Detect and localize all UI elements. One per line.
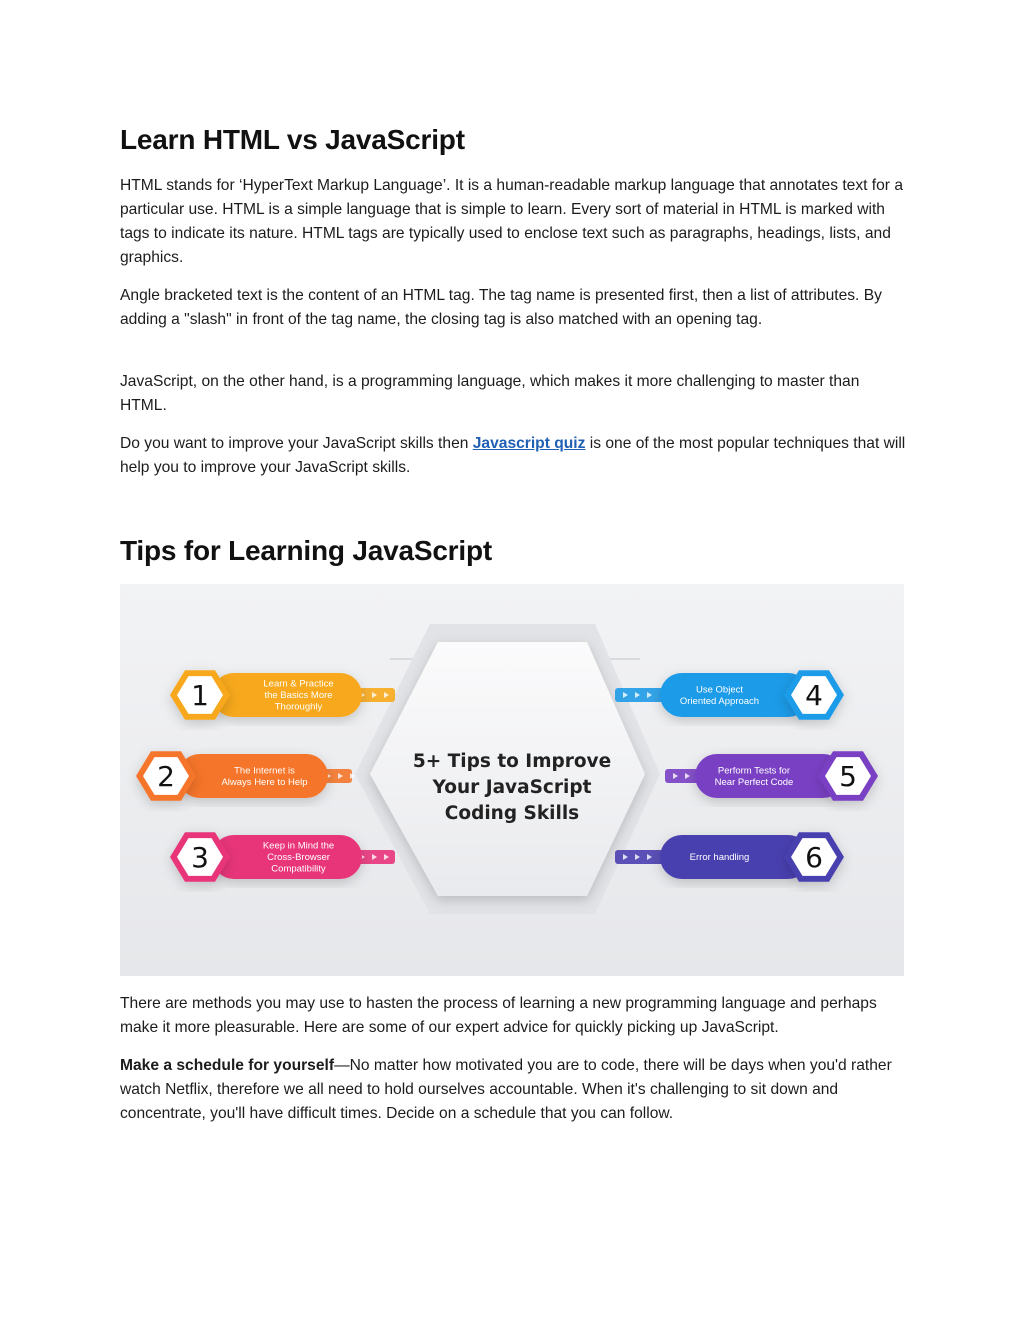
schedule-text: —No matter how motivated you are to code, there will be days when you'd rather watch Netflix, therefore we all need to hold ourselves accountable. When it's challenging to sit down and concentrate, you'll have difficult times. Decide on a schedule that you can follow. bbox=[120, 1057, 892, 1122]
tip-label-line: Keep in Mind the bbox=[262, 840, 335, 852]
heading-learn-html-vs-javascript: Learn HTML vs JavaScript bbox=[120, 124, 465, 155]
tip-label-line: Learn & Practice bbox=[263, 678, 334, 690]
center-title-line: Coding Skills bbox=[444, 803, 580, 824]
paragraph-javascript: JavaScript, on the other hand, is a programming language, which makes it more challenging to master than HTML. bbox=[120, 373, 860, 414]
tip-number: 3 bbox=[191, 841, 209, 874]
tip-label-line: Always Here to Help bbox=[221, 776, 308, 788]
tip-number: 5 bbox=[839, 760, 857, 793]
tip-label-line: Oriented Approach bbox=[679, 695, 760, 707]
tip-item-5 bbox=[665, 751, 878, 800]
tip-label-line: Compatibility bbox=[271, 863, 326, 875]
tip-item-2 bbox=[136, 751, 355, 800]
paragraph-learning-methods: There are methods you may use to hasten the process of learning a new programming language and perhaps make it more pleasurable. Here are some of our expert advice for quickly picking up JavaScript. bbox=[120, 995, 877, 1036]
center-title-line: Your JavaScript bbox=[432, 777, 592, 798]
paragraph-make-a-schedule bbox=[120, 1054, 910, 1126]
paragraph-html-tags: Angle bracketed text is the content of an HTML tag. The tag name is presented first, then a list of attributes. By adding a "slash" in front of the tag name, the closing tag is also matched with an opening tag. bbox=[120, 287, 882, 328]
tip-label-line: Perform Tests for bbox=[717, 765, 791, 777]
tips-infographic bbox=[120, 584, 904, 976]
infographic-svg bbox=[120, 584, 904, 976]
heading-tips-for-learning-javascript: Tips for Learning JavaScript bbox=[120, 535, 492, 566]
quiz-text-after: is one of the most popular techniques that will help you to improve your JavaScript skills. bbox=[120, 435, 906, 476]
javascript-quiz-link[interactable]: Javascript quiz bbox=[472, 435, 586, 452]
tip-label-line: the Basics More bbox=[264, 690, 333, 701]
tip-item-3 bbox=[170, 832, 395, 881]
tip-number: 4 bbox=[805, 679, 823, 712]
tip-item-6 bbox=[615, 832, 844, 881]
tip-number: 1 bbox=[191, 679, 209, 712]
schedule-bold-lead: Make a schedule for yourself bbox=[120, 1057, 335, 1074]
quiz-text-before: Do you want to improve your JavaScript skills then bbox=[120, 435, 473, 452]
tip-label-line: Thoroughly bbox=[274, 701, 323, 713]
tip-label-line: Error handling bbox=[689, 852, 750, 863]
paragraph-html-definition: HTML stands for ‘HyperText Markup Language’. It is a human-readable markup language that annotates text for a particular use. HTML is a simple language that is simple to learn. Every sort of material in HTML is marked with tags to indicate its nature. HTML tags are typically used to enclose text such as paragraphs, headings, lists, and graphics. bbox=[120, 177, 904, 266]
tip-item-4 bbox=[615, 670, 844, 719]
center-title-line: 5+ Tips to Improve bbox=[412, 751, 612, 772]
tip-label-line: Cross-Browser bbox=[267, 852, 330, 863]
tip-label-line: The Internet is bbox=[234, 765, 295, 777]
tip-number: 6 bbox=[805, 841, 823, 874]
tip-label-line: Near Perfect Code bbox=[714, 776, 794, 788]
arrow-marker bbox=[350, 773, 355, 779]
tip-label-line: Use Object bbox=[696, 684, 743, 696]
tip-item-1 bbox=[170, 670, 395, 719]
tip-number: 2 bbox=[157, 760, 175, 793]
paragraph-javascript-quiz bbox=[120, 432, 910, 480]
